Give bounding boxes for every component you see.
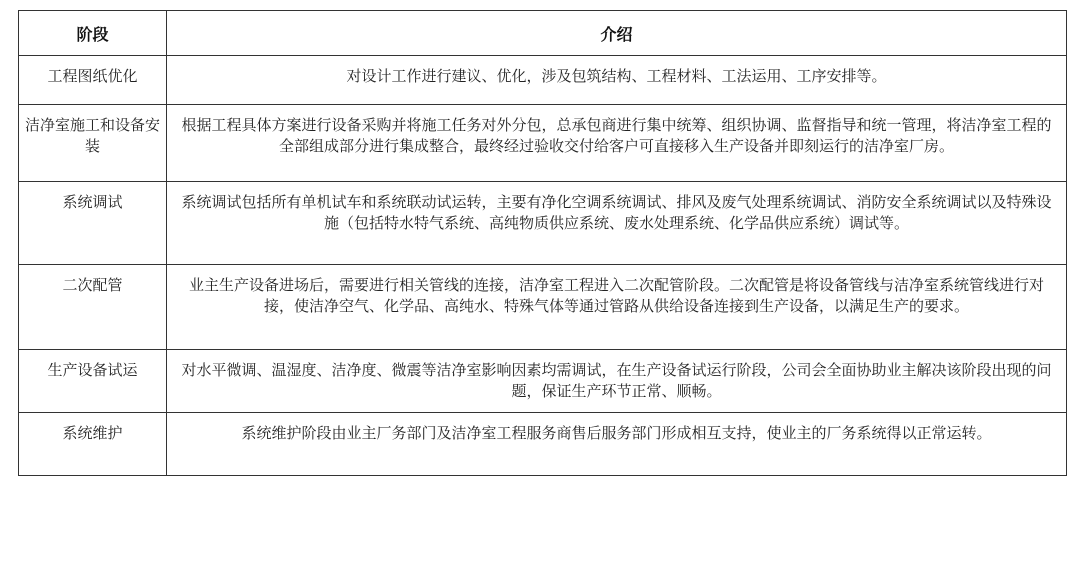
header-stage: 阶段: [19, 11, 167, 56]
intro-cell: 业主生产设备进场后，需要进行相关管线的连接，洁净室工程进入二次配管阶段。二次配管是将设备管线与洁净室系统管线进行对接，使洁净空气、化学品、高纯水、特殊气体等通过管路从供给设备连接到生产设备，以满足生产的要求。: [167, 265, 1067, 350]
intro-cell: 系统调试包括所有单机试车和系统联动试运转，主要有净化空调系统调试、排风及废气处理系统调试、消防安全系统调试以及特殊设施（包括特水特气系统、高纯物质供应系统、废水处理系统、化学品供应系统）调试等。: [167, 182, 1067, 265]
table-row: [19, 413, 1067, 476]
stage-table: [18, 10, 1067, 476]
stage-table-container: [18, 10, 1066, 476]
intro-cell: 对设计工作进行建议、优化，涉及包筑结构、工程材料、工法运用、工序安排等。: [167, 56, 1067, 105]
table-header-row: [19, 11, 1067, 56]
intro-cell: 根据工程具体方案进行设备采购并将施工任务对外分包，总承包商进行集中统筹、组织协调、监督指导和统一管理，将洁净室工程的全部组成部分进行集成整合，最终经过验收交付给客户可直接移入生产设备并即刻运行的洁净室厂房。: [167, 105, 1067, 182]
stage-cell: 系统调试: [19, 182, 167, 265]
table-row: [19, 182, 1067, 265]
stage-cell: 系统维护: [19, 413, 167, 476]
stage-cell: 工程图纸优化: [19, 56, 167, 105]
intro-cell: 对水平微调、温湿度、洁净度、微震等洁净室影响因素均需调试，在生产设备试运行阶段，公司会全面协助业主解决该阶段出现的问题，保证生产环节正常、顺畅。: [167, 350, 1067, 413]
header-intro: 介绍: [167, 11, 1067, 56]
stage-cell: 生产设备试运: [19, 350, 167, 413]
table-row: [19, 350, 1067, 413]
table-row: [19, 56, 1067, 105]
table-row: [19, 105, 1067, 182]
intro-cell: 系统维护阶段由业主厂务部门及洁净室工程服务商售后服务部门形成相互支持，使业主的厂务系统得以正常运转。: [167, 413, 1067, 476]
table-row: [19, 265, 1067, 350]
stage-cell: 二次配管: [19, 265, 167, 350]
stage-cell: 洁净室施工和设备安装: [19, 105, 167, 182]
